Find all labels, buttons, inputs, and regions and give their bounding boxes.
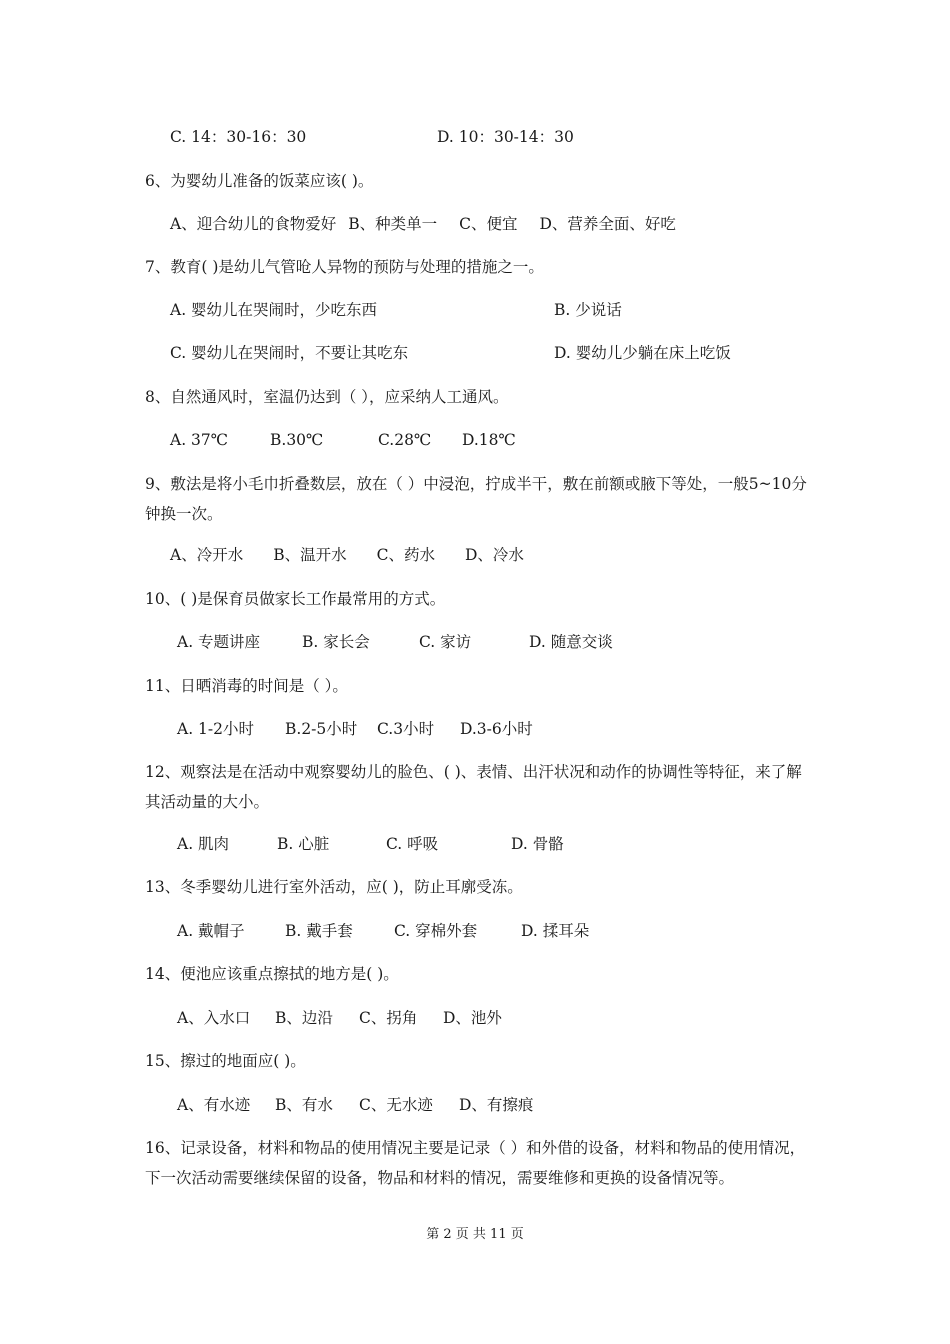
q8-options — [170, 425, 516, 455]
q15-option-b: B、有水 — [275, 1096, 333, 1114]
q12-text: 12、观察法是在活动中观察婴幼儿的脸色、( )、表情、出汗状况和动作的协调性等特征，来了解其活动量的大小。 — [145, 763, 802, 811]
q9-option-b: B、温开水 — [273, 546, 347, 564]
q11-option-c: C.3小时 — [377, 720, 435, 738]
q12-options — [177, 829, 564, 859]
q13-text: 13、冬季婴幼儿进行室外活动，应( )，防止耳廓受冻。 — [145, 878, 523, 896]
q14-option-d: D、池外 — [443, 1009, 502, 1027]
q10-text: 10、( )是保育员做家长工作最常用的方式。 — [145, 590, 446, 608]
q9-option-c: C、药水 — [376, 546, 435, 564]
q11-text: 11、日晒消毒的时间是（ ）。 — [145, 677, 348, 695]
q15-option-a: A、有水迹 — [177, 1096, 251, 1114]
q13-options — [177, 916, 589, 946]
q5-option-d: D. 10：30-14：30 — [437, 128, 574, 146]
q13-option-d: D. 揉耳朵 — [521, 922, 590, 940]
q6-option-b: B、种类单一 — [348, 215, 438, 233]
q9-options — [170, 540, 524, 570]
q12-option-c: C. 呼吸 — [386, 835, 439, 853]
q9-option-d: D、冷水 — [464, 546, 524, 564]
q9-text: 9、敷法是将小毛巾折叠数层，放在（ ）中浸泡，拧成半干，敷在前额或腋下等处，一般5~10分钟换一次。 — [145, 475, 807, 523]
q12-option-b: B. 心脏 — [277, 835, 330, 853]
q8-option-b: B.30℃ — [270, 431, 324, 449]
q6-text: 6、为婴幼儿准备的饭菜应该( )。 — [145, 172, 374, 190]
q7-option-d: D. 婴幼儿少躺在床上吃饭 — [554, 344, 731, 362]
q11-option-b: B.2-5小时 — [285, 720, 358, 738]
q6-options — [170, 209, 676, 239]
q14-option-a: A、入水口 — [177, 1009, 251, 1027]
q6-option-c: C、便宜 — [459, 215, 518, 233]
q15-option-c: C、无水迹 — [359, 1096, 433, 1114]
q14-options — [177, 1003, 502, 1033]
q10-option-c: C. 家访 — [419, 633, 472, 651]
q14-option-c: C、拐角 — [359, 1009, 418, 1027]
q14-text: 14、便池应该重点擦拭的地方是( )。 — [145, 965, 399, 983]
q13-option-b: B. 戴手套 — [285, 922, 353, 940]
q15-text: 15、擦过的地面应( )。 — [145, 1052, 306, 1070]
q14-option-b: B、边沿 — [275, 1009, 333, 1027]
q7-options-row2 — [170, 338, 731, 368]
q10-option-d: D. 随意交谈 — [529, 633, 613, 651]
q5-option-c: C. 14：30-16：30 — [170, 128, 307, 146]
q12-option-a: A. 肌肉 — [177, 835, 230, 853]
q7-text: 7、教育( )是幼儿气管呛人异物的预防与处理的措施之一。 — [145, 258, 544, 276]
q6-option-d: D、营养全面、好吃 — [539, 215, 676, 233]
q5-options — [170, 122, 574, 152]
q10-option-b: B. 家长会 — [302, 633, 370, 651]
q8-option-d: D.18℃ — [462, 431, 516, 449]
page-number-footer: 第 2 页 共 11 页 — [426, 1227, 524, 1242]
q7-option-a: A. 婴幼儿在哭闹时，少吃东西 — [170, 301, 378, 319]
q7-option-b: B. 少说话 — [554, 301, 622, 319]
q15-option-d: D、有擦痕 — [459, 1096, 534, 1114]
q9-option-a: A、冷开水 — [170, 546, 244, 564]
q16-text: 16、记录设备，材料和物品的使用情况主要是记录（ ）和外借的设备，材料和物品的使用情况，下一次活动需要继续保留的设备，物品和材料的情况，需要维修和更换的设备情况等。 — [145, 1139, 806, 1187]
q8-option-c: C.28℃ — [378, 431, 432, 449]
q8-option-a: A. 37℃ — [170, 431, 229, 449]
q6-option-a: A、迎合幼儿的食物爱好 — [170, 215, 337, 233]
q13-option-a: A. 戴帽子 — [177, 922, 245, 940]
q11-options — [177, 714, 533, 744]
q11-option-d: D.3-6小时 — [460, 720, 533, 738]
q12-option-d: D. 骨骼 — [511, 835, 564, 853]
q15-options — [177, 1090, 533, 1120]
q10-option-a: A. 专题讲座 — [177, 633, 261, 651]
q10-options — [177, 627, 613, 657]
q11-option-a: A. 1-2小时 — [177, 720, 255, 738]
q7-option-c: C. 婴幼儿在哭闹时，不要让其吃东 — [170, 344, 409, 362]
q13-option-c: C. 穿棉外套 — [394, 922, 478, 940]
q7-options-row1 — [170, 295, 622, 325]
q8-text: 8、自然通风时，室温仍达到（ ），应采纳人工通风。 — [145, 388, 509, 406]
